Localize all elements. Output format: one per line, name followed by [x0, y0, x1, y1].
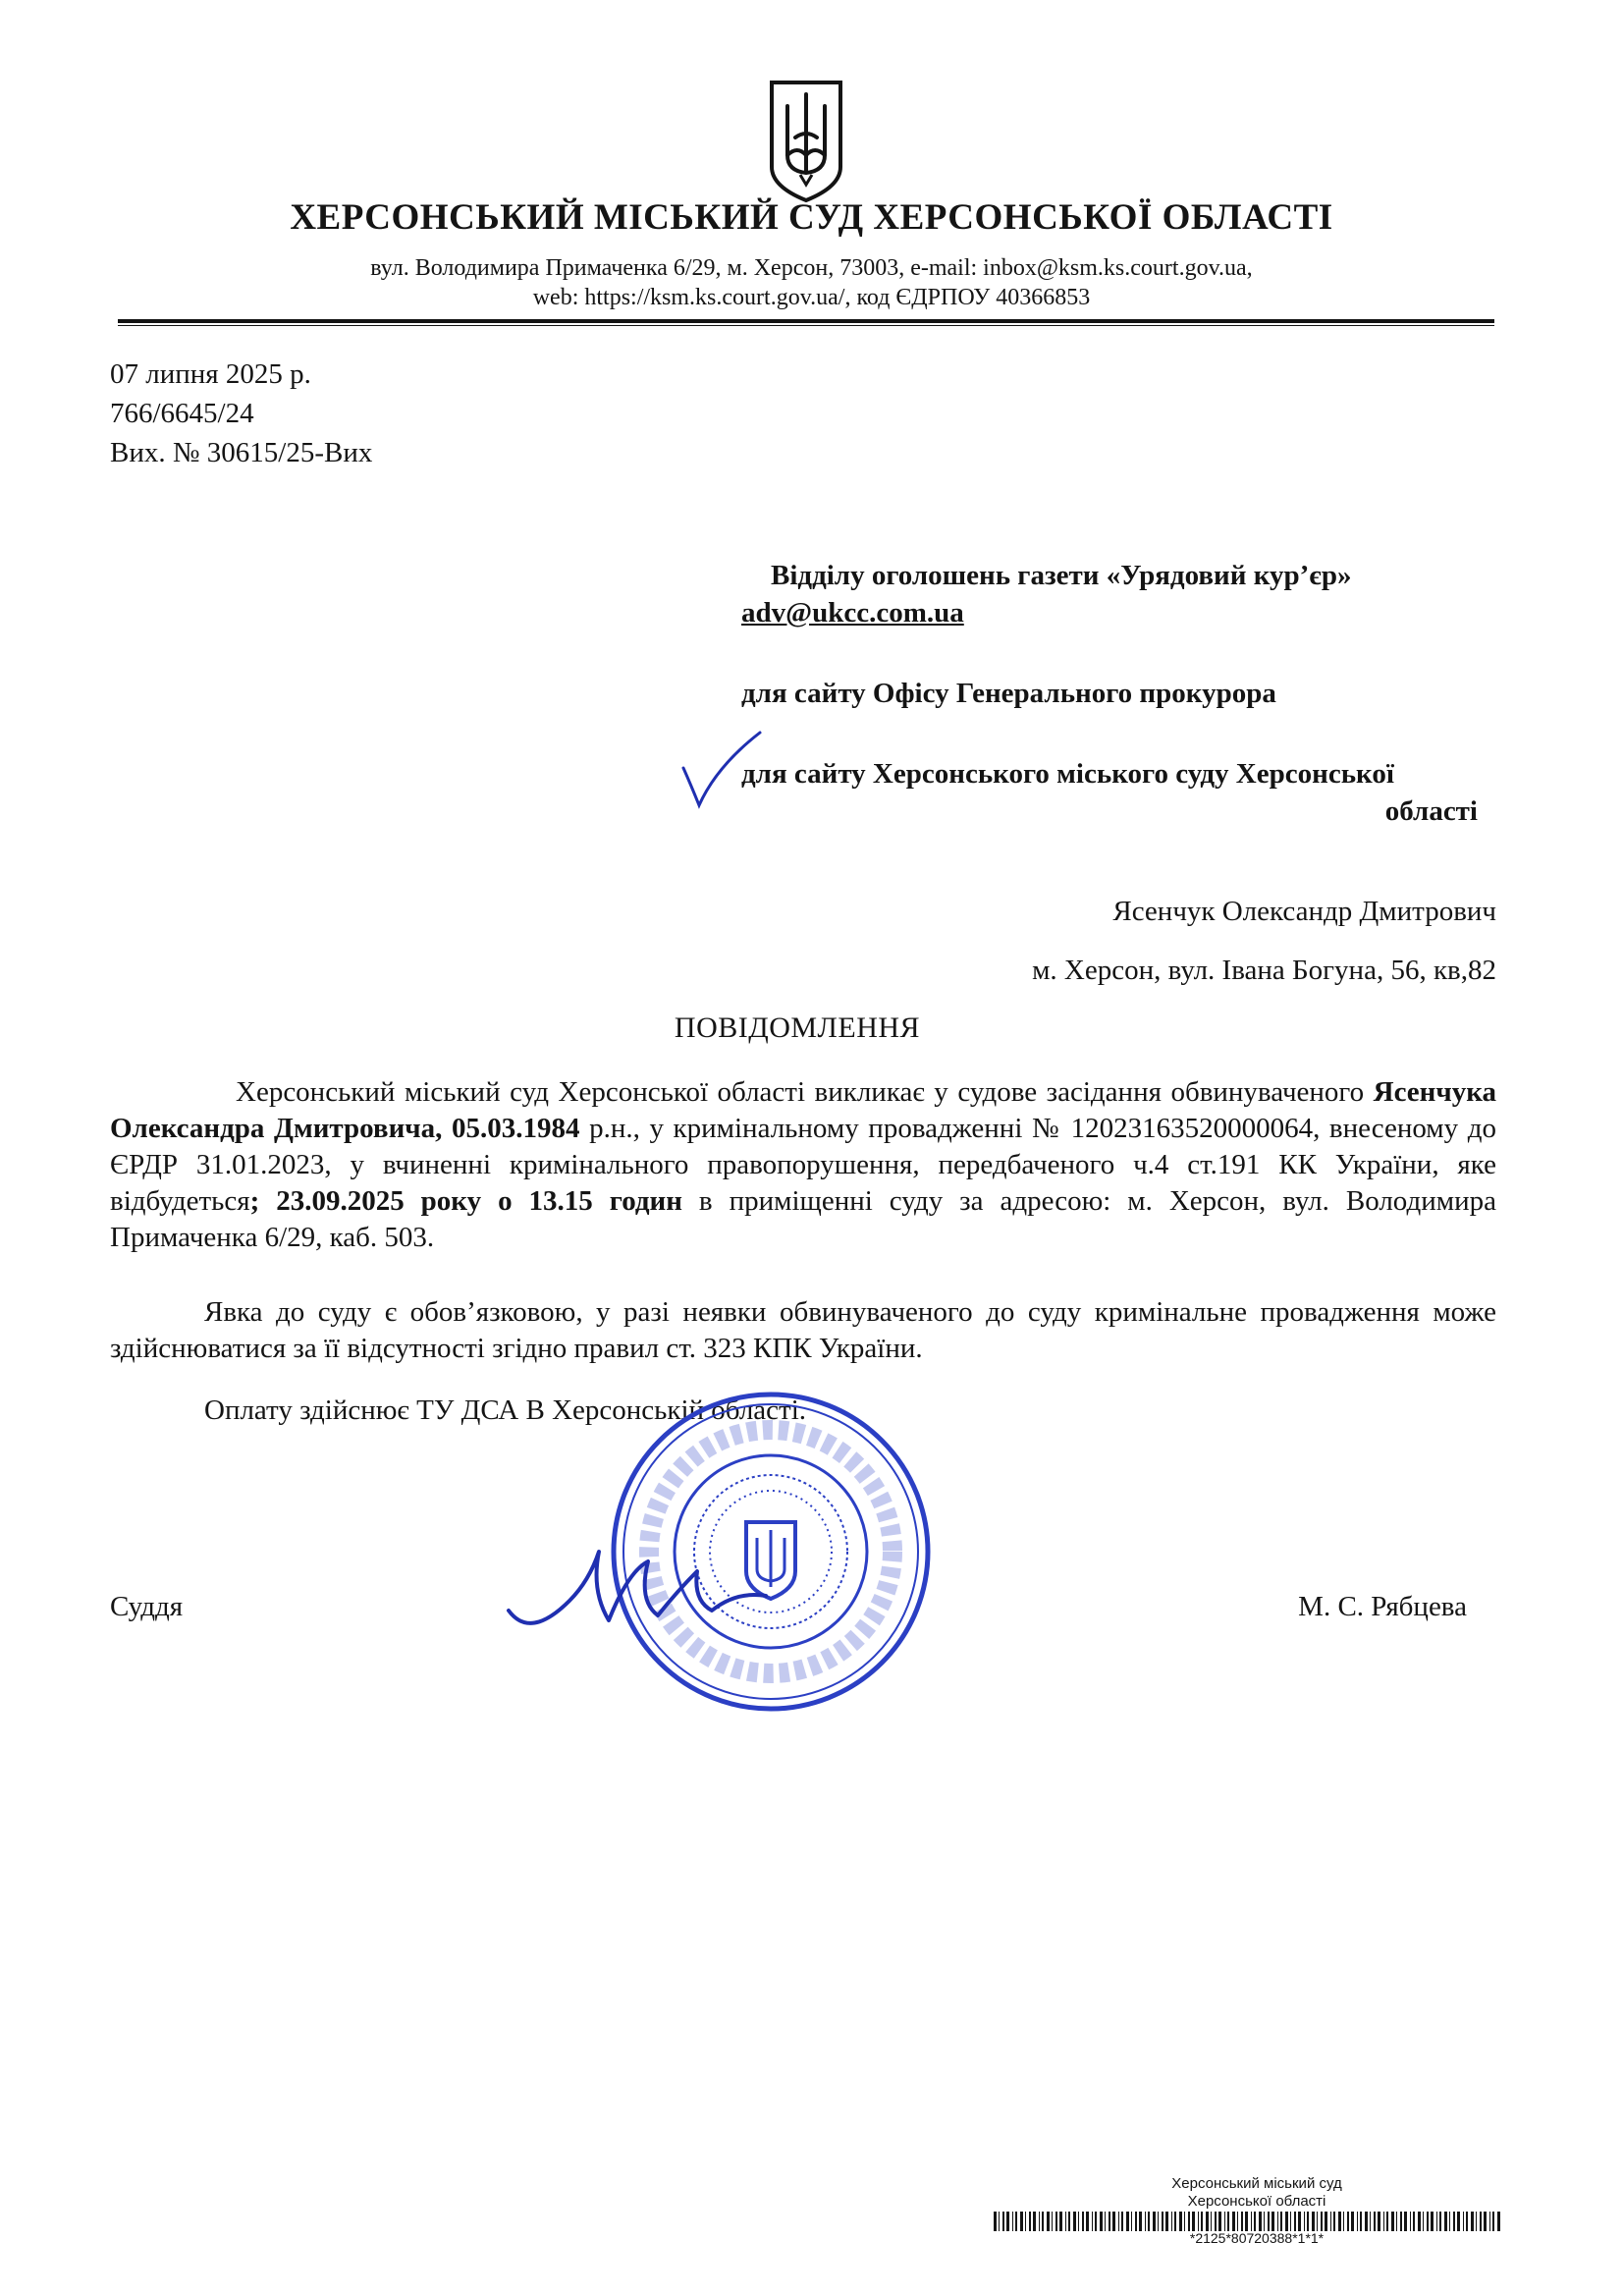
barcode-bar	[1304, 2212, 1305, 2231]
barcode-bar	[1047, 2212, 1050, 2231]
barcode-bar	[1347, 2212, 1349, 2231]
recipient-newspaper: Відділу оголошень газети «Урядовий кур’єр»	[771, 560, 1352, 591]
barcode-bar	[1135, 2212, 1137, 2231]
barcode-bar	[1006, 2212, 1009, 2231]
court-name: ХЕРСОНСЬКИЙ МІСЬКИЙ СУД ХЕРСОНСЬКОЇ ОБЛАСТІ	[290, 197, 1333, 238]
barcode-bar	[1290, 2212, 1291, 2231]
barcode-bar	[1431, 2212, 1434, 2231]
p1-accused-name: Ясенчука Олександра Дмитровича, 05.03.1984	[110, 1076, 1496, 1144]
barcode-bar	[1068, 2212, 1070, 2231]
barcode-bar	[1251, 2212, 1252, 2231]
barcode-bar	[1413, 2212, 1415, 2231]
barcode-bar	[1073, 2212, 1076, 2231]
barcode-bar	[1055, 2212, 1057, 2231]
barcode-bar	[1476, 2212, 1477, 2231]
barcode-bar	[1100, 2212, 1103, 2231]
barcode-bar	[1423, 2212, 1424, 2231]
addressee-name: Ясенчук Олександр Дмитрович	[1112, 896, 1496, 927]
coat-of-arms-icon	[766, 77, 846, 204]
p1-hearing-datetime: ; 23.09.2025 року о 13.15 годин	[249, 1185, 682, 1217]
outgoing-number: Вих. № 30615/25-Вих	[110, 437, 373, 468]
barcode-bar	[1330, 2212, 1331, 2231]
barcode-bar	[1095, 2212, 1097, 2231]
barcode-bar	[1211, 2212, 1212, 2231]
barcode-bar	[1174, 2212, 1176, 2231]
barcode-bar	[1312, 2212, 1315, 2231]
recipient-prosecutor-site: для сайту Офісу Генерального прокурора	[741, 678, 1276, 709]
barcode-bar	[1294, 2212, 1296, 2231]
barcode-bar	[1391, 2212, 1394, 2231]
barcode-bar	[1449, 2212, 1450, 2231]
court-address: вул. Володимира Примаченка 6/29, м. Херсон, 73003, e-mail: inbox@ksm.ks.court.gov.ua,	[370, 255, 1253, 281]
barcode-bar	[1059, 2212, 1062, 2231]
barcode-bar	[1357, 2212, 1358, 2231]
barcode-bar	[1237, 2212, 1238, 2231]
barcode-bar	[1374, 2212, 1376, 2231]
court-web-code: web: https://ksm.ks.court.gov.ua/, код ЄДРПОУ 40366853	[532, 285, 1091, 310]
barcode-bar	[1086, 2212, 1089, 2231]
barcode-bar	[1241, 2212, 1243, 2231]
recipient-email: adv@ukcc.com.ua	[741, 597, 964, 629]
barcode-bar	[1002, 2212, 1004, 2231]
notice-paragraph-3: Оплату здійснює ТУ ДСА В Херсонській області.	[204, 1394, 807, 1426]
barcode-bar	[1497, 2212, 1500, 2231]
barcode-bar	[1232, 2212, 1235, 2231]
barcode-bar	[1158, 2212, 1159, 2231]
barcode-bar	[1254, 2212, 1256, 2231]
notice-title: ПОВІДОМЛЕННЯ	[674, 1011, 921, 1044]
barcode-bar	[1360, 2212, 1362, 2231]
p1-text-e: в приміщенні суду за адресою: м. Херсон, вул. Володимира Примаченка 6/29, каб. 503.	[110, 1185, 1496, 1253]
letter-date: 07 липня 2025 р.	[110, 358, 311, 390]
barcode-bar	[1192, 2212, 1195, 2231]
barcode-bar	[1198, 2212, 1199, 2231]
notice-paragraph-2: Явка до суду є обов’язковою, у разі неявки обвинуваченого до суду кримінальне провадження може здійснюватися за її відсутності згідно правил ст. 323 КПК України.	[110, 1296, 1496, 1364]
barcode-bar	[1400, 2212, 1402, 2231]
barcode-bar	[1492, 2212, 1494, 2231]
barcode-bar	[1206, 2212, 1209, 2231]
barcode-bar	[1264, 2212, 1265, 2231]
barcode-bar	[1444, 2212, 1447, 2231]
barcode-bar	[1268, 2212, 1270, 2231]
recipient-court-site: для сайту Херсонського міського суду Херсонської	[741, 758, 1394, 790]
barcode-bar	[1343, 2212, 1344, 2231]
barcode-bar	[1333, 2212, 1335, 2231]
barcode-bar	[1427, 2212, 1429, 2231]
barcode-bar	[1109, 2212, 1110, 2231]
barcode-bar	[1439, 2212, 1441, 2231]
barcode-bar	[1165, 2212, 1168, 2231]
barcode-bar	[1042, 2212, 1044, 2231]
barcode-bar	[1131, 2212, 1132, 2231]
barcode-bar	[1184, 2212, 1185, 2231]
barcode-bar	[1453, 2212, 1455, 2231]
barcode-bar	[1351, 2212, 1354, 2231]
barcode-bar	[1317, 2212, 1318, 2231]
barcode-bar	[1338, 2212, 1341, 2231]
barcode-bar	[1227, 2212, 1229, 2231]
notice-paragraph-1	[110, 1074, 1496, 1256]
barcode-bar	[994, 2212, 997, 2231]
barcode-bar	[1480, 2212, 1482, 2231]
barcode-bar	[1145, 2212, 1146, 2231]
barcode-number: *2125*80720388*1*1*	[1189, 2230, 1325, 2246]
barcode-bar	[1489, 2212, 1490, 2231]
barcode-bar	[1307, 2212, 1309, 2231]
addressee-address: м. Херсон, вул. Івана Богуна, 56, кв,82	[1032, 955, 1496, 986]
judge-label: Суддя	[110, 1591, 184, 1622]
barcode-bar	[1065, 2212, 1066, 2231]
barcode-bar	[1112, 2212, 1115, 2231]
barcode-bar	[1271, 2212, 1274, 2231]
barcode-bar	[1171, 2212, 1172, 2231]
barcode-bar	[1148, 2212, 1150, 2231]
barcode-bar	[1052, 2212, 1053, 2231]
barcode-bar	[1015, 2212, 1017, 2231]
barcode-bar	[1153, 2212, 1156, 2231]
barcode-bar	[1033, 2212, 1036, 2231]
barcode-bar	[1277, 2212, 1278, 2231]
p1-text-c: р.н., у кримінальному провадженні № 12023163520000064, внесеному до ЄРДР 31.01.2023, у вчиненні кримінального правопорушення, передбаченого ч.4 ст.191 КК України, яке відбудеться	[110, 1113, 1496, 1217]
barcode-bar	[1410, 2212, 1411, 2231]
barcode-bar	[1139, 2212, 1142, 2231]
barcode-bar	[1078, 2212, 1079, 2231]
barcode-bar	[1471, 2212, 1474, 2231]
barcode-bar	[1378, 2212, 1380, 2231]
barcode-bar	[1179, 2212, 1182, 2231]
barcode-bar	[1280, 2212, 1282, 2231]
barcode-bar	[1383, 2212, 1384, 2231]
barcode-bar	[1365, 2212, 1368, 2231]
barcode-bar	[1457, 2212, 1460, 2231]
barcode-bar	[1321, 2212, 1323, 2231]
barcode-bar	[1436, 2212, 1437, 2231]
p1-text-a: Херсонський міський суд Херсонської області викликає у судове засідання обвинуваченого	[236, 1076, 1374, 1108]
barcode-bar	[1285, 2212, 1288, 2231]
barcode-bar	[1298, 2212, 1301, 2231]
barcode-bar	[1025, 2212, 1026, 2231]
barcode-bar	[1396, 2212, 1397, 2231]
barcode-bar	[1404, 2212, 1407, 2231]
barcode-bar	[1121, 2212, 1123, 2231]
barcode-bar	[999, 2212, 1000, 2231]
barcode-icon	[992, 2212, 1502, 2231]
judge-name: М. С. Рябцева	[1298, 1591, 1467, 1622]
header-rule	[118, 319, 1494, 326]
barcode-bar	[1418, 2212, 1421, 2231]
barcode-bar	[1039, 2212, 1040, 2231]
barcode-bar	[1082, 2212, 1084, 2231]
barcode-bar	[1370, 2212, 1371, 2231]
barcode-bar	[1325, 2212, 1327, 2231]
barcode-bar	[1188, 2212, 1190, 2231]
barcode-bar	[1218, 2212, 1221, 2231]
barcode-bar	[1245, 2212, 1248, 2231]
barcode-bar	[1118, 2212, 1119, 2231]
barcode-bar	[1484, 2212, 1487, 2231]
barcode-bar	[1126, 2212, 1129, 2231]
case-number: 766/6645/24	[110, 398, 254, 429]
barcode-bar	[1215, 2212, 1217, 2231]
judge-signature-icon	[501, 1532, 795, 1650]
barcode-bar	[1029, 2212, 1031, 2231]
barcode-bar	[1012, 2212, 1013, 2231]
barcode-bar	[1386, 2212, 1388, 2231]
barcode-bar	[1466, 2212, 1468, 2231]
checkmark-icon	[677, 727, 766, 815]
footer-court-name: Херсонський міський суд	[1171, 2175, 1342, 2192]
barcode-bar	[1259, 2212, 1262, 2231]
barcode-bar	[1105, 2212, 1106, 2231]
barcode-bar	[1092, 2212, 1093, 2231]
recipient-court-site-cont: області	[1384, 795, 1478, 827]
barcode-bar	[1224, 2212, 1225, 2231]
barcode-bar	[1162, 2212, 1163, 2231]
barcode-bar	[1020, 2212, 1023, 2231]
footer-court-region: Херсонської області	[1187, 2193, 1326, 2210]
barcode-bar	[1463, 2212, 1464, 2231]
barcode-bar	[1201, 2212, 1203, 2231]
